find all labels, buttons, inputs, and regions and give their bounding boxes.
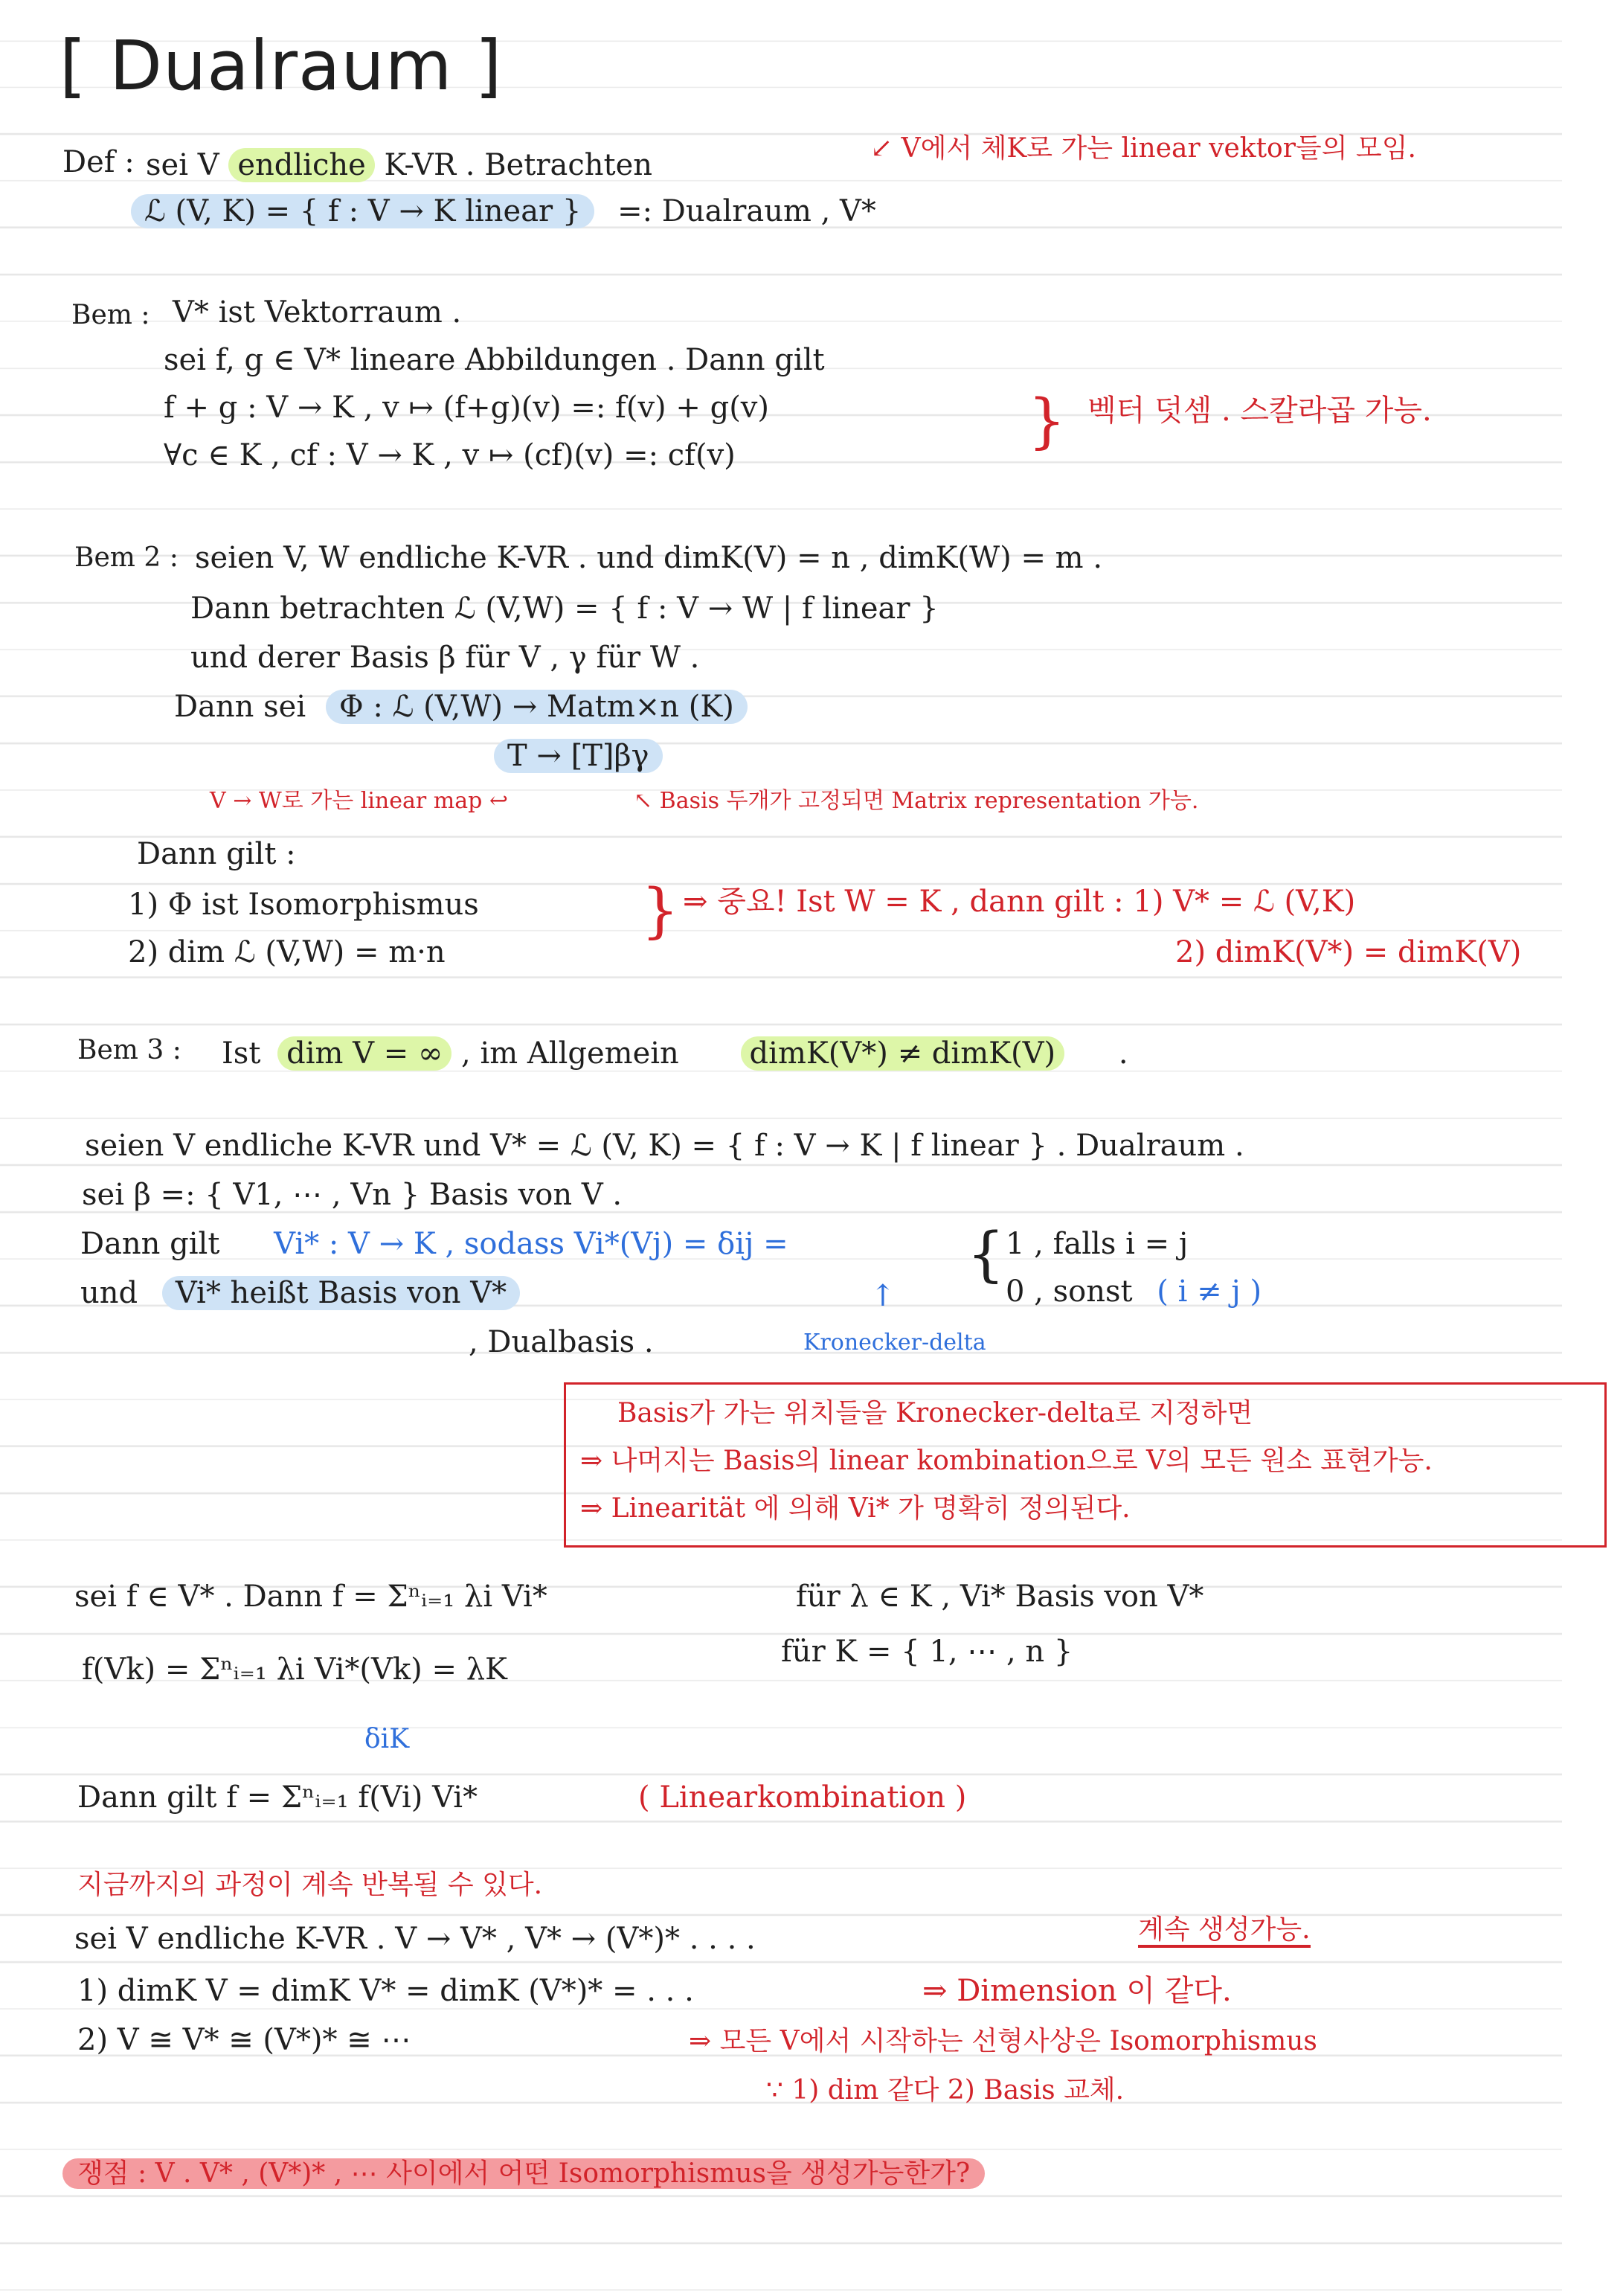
dual-line3 [80,1228,788,1260]
def-highlight-endliche: endliche [228,148,374,182]
outro-final-text: 쟁점 : V . V* , (V*)* , ⋯ 사이에서 어떤 Isomorphismus을 생성가능한가? [62,2158,985,2189]
calc-line1: sei f ∈ V* . Dann f = Σⁿᵢ₌₁ λi Vi* [74,1580,547,1614]
calc-delta: δiK [364,1724,410,1754]
bem1-line3: f + g : V → K , v ↦ (f+g)(v) =: f(v) + g(v) [164,391,770,425]
bem2-gilt: Dann gilt : [137,837,296,871]
calc-line1r: für λ ∈ K , Vi* Basis von V* [796,1580,1204,1614]
bem3-dot: . [1118,1036,1128,1071]
bem2-t-map: T → [T]βγ [494,739,663,773]
bem2-phi-map: Φ : ℒ (V,W) → Matm×n (K) [326,690,748,724]
dual-case1: 1 , falls i = j [1006,1227,1189,1261]
dual-line4 [80,1277,520,1309]
dual-case2-note: ( i ≠ j ) [1157,1274,1262,1309]
calc-line3r: ( Linearkombination ) [638,1780,967,1815]
dual-case-brace: { [967,1219,1005,1289]
calc-line3: Dann gilt f = Σⁿᵢ₌₁ f(Vi) Vi* [77,1780,478,1815]
bem2-line5 [494,740,663,772]
bem1-brace: } [1028,386,1066,455]
dual-case2 [1006,1275,1262,1308]
calc-line2r: für K = { 1, ⋯ , n } [781,1635,1073,1669]
bem2-note-right: ↖ Basis 두개가 고정되면 Matrix representation 가능. [634,788,1199,814]
bem3-row [222,1037,1128,1070]
dual-basis-definition: Vi* heißt Basis von V* [162,1276,520,1310]
bem3-label: Bem 3 : [77,1035,181,1065]
outro-line1: sei V endliche K-VR . V → V* , V* → (V*)* . . . . [74,1922,756,1956]
outro-line2: 1) dimK V = dimK V* = dimK (V*)* = . . . [77,1974,694,2008]
bem2-important: ⇒ 중요! Ist W = K , dann gilt : 1) V* = ℒ (V,K) [683,885,1356,919]
bem2-line1: seien V, W endliche K-VR . und dimK(V) = n , dimK(W) = m . [195,541,1103,575]
dual-line4-und: und [80,1276,138,1310]
bem2-brace: } [641,876,679,945]
box-line1: Basis가 가는 위치들을 Kronecker-delta로 지정하면 [617,1398,1253,1428]
bem3-text2: , im Allgemein [461,1036,679,1071]
dual-line5: , Dualbasis . [469,1325,654,1359]
bem2-item2: 2) dim ℒ (V,W) = m·n [128,935,446,969]
bem2-line2: Dann betrachten ℒ (V,W) = { f : V → W | f linear } [190,591,939,626]
def-line1-tail: K-VR . Betrachten [384,148,653,182]
bem1-line1: V* ist Vektorraum . [173,295,462,330]
dual-line2: sei β =: { V1, ⋯ , Vn } Basis von V . [82,1178,623,1212]
def-label: Def : [62,145,135,179]
def-note: ↙ V에서 체K로 가는 linear vektor들의 모임. [870,133,1416,164]
def-line1 [146,149,652,182]
page-title: [ Dualraum ] [60,26,503,106]
outro-line3: 2) V ≅ V* ≅ (V*)* ≅ ⋯ [77,2023,411,2057]
bem3-dim-inequality: dimK(V*) ≠ dimK(V) [741,1036,1065,1071]
bem1-note: 벡터 덧셈 . 스칼라곱 가능. [1087,394,1432,428]
dual-kronecker: Kronecker-delta [803,1330,986,1356]
dual-case2-text: 0 , sonst [1006,1274,1133,1309]
outro-line2r: ⇒ Dimension 이 같다. [922,1974,1232,2008]
bem3-text1: Ist [222,1036,261,1071]
calc-line2: f(Vk) = Σⁿᵢ₌₁ λi Vi*(Vk) = λK [82,1652,507,1687]
bem1-line2: sei f, g ∈ V* lineare Abbildungen . Dann gilt [164,343,825,377]
bem2-important2: 2) dimK(V*) = dimK(V) [1175,935,1522,969]
bem2-note-left: V → W로 가는 linear map ↩ [210,788,508,814]
bem2-line4-text: Dann sei [174,690,306,724]
def-formula-tail: =: Dualraum , V* [617,194,876,228]
outro-red1: 지금까지의 과정이 계속 반복될 수 있다. [77,1870,543,1900]
box-line3: ⇒ Linearität 에 의해 Vi* 가 명확히 정의된다. [580,1493,1131,1524]
dual-line1: seien V endliche K-VR und V* = ℒ (V, K) = { f : V → K | f linear } . Dualraum . [85,1129,1244,1163]
outro-line4r: ∵ 1) dim 같다 2) Basis 교체. [766,2075,1125,2106]
bem1-label: Bem : [71,300,150,330]
bem2-label: Bem 2 : [74,542,179,573]
bem2-item1: 1) Φ ist Isomorphismus [128,888,479,922]
box-line2: ⇒ 나머지는 Basis의 linear kombination으로 V의 모든 원소 표현가능. [580,1446,1433,1476]
outro-final [62,2159,985,2189]
def-formula: ℒ (V, K) = { f : V → K linear } [131,194,594,228]
outro-line3r: ⇒ 모든 V에서 시작하는 선형사상은 Isomorphismus [689,2026,1317,2056]
dual-arrow-up: ↑ [870,1279,896,1313]
def-formula-row [131,195,876,228]
def-line1-text: sei V [146,148,219,182]
dual-line3-gilt: Dann gilt [80,1227,220,1261]
bem2-line3: und derer Basis β für V , γ für W . [190,641,700,675]
bem1-line4: ∀c ∈ K , cf : V → K , v ↦ (cf)(v) =: cf(v) [164,438,736,472]
bem3-dim-infinite: dim V = ∞ [277,1036,451,1071]
dual-line3-def: Vi* : V → K , sodass Vi*(Vj) = δij = [274,1227,788,1261]
bem2-line4 [174,690,748,723]
outro-line1r: 계속 생성가능. [1138,1915,1311,1948]
